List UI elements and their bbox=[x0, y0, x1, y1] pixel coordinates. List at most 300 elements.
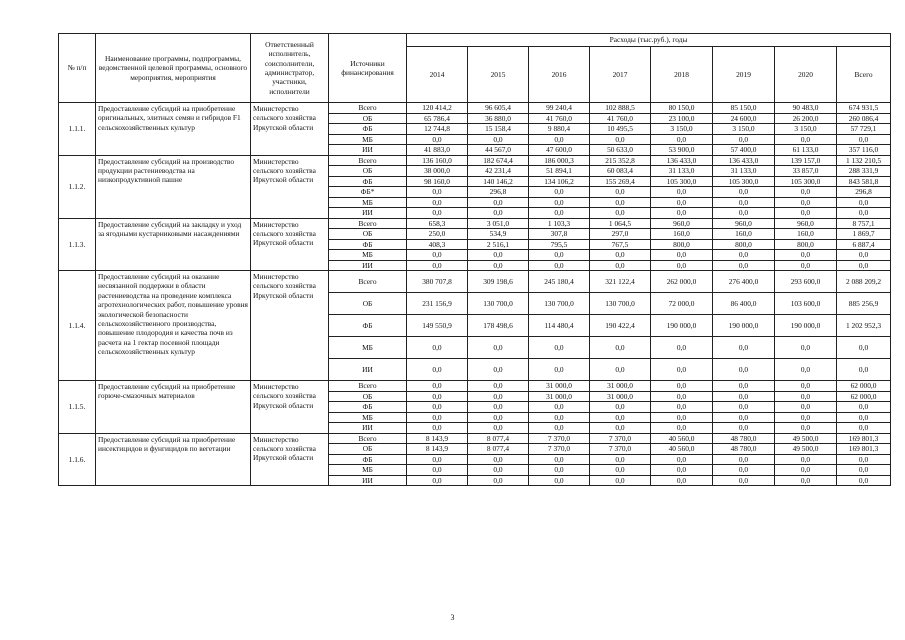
year-value: 0,0 bbox=[713, 391, 775, 402]
total-value: 6 887,4 bbox=[837, 239, 891, 250]
item-name: Предоставление субсидий на приобретение оригинальных, элитных семян и гибридов F1 сельскохозяйственных культур bbox=[96, 103, 251, 156]
item-name: Предоставление субсидий на приобретение горюче-смазочных материалов bbox=[96, 381, 251, 434]
year-value: 0,0 bbox=[651, 475, 713, 486]
year-value: 130 700,0 bbox=[468, 293, 529, 315]
year-value: 0,0 bbox=[529, 475, 590, 486]
year-value: 0,0 bbox=[590, 187, 651, 198]
year-value: 0,0 bbox=[775, 197, 837, 208]
year-value: 0,0 bbox=[468, 454, 529, 465]
year-value: 0,0 bbox=[713, 381, 775, 392]
item-number: 1.1.1. bbox=[59, 103, 96, 156]
year-value: 102 888,5 bbox=[590, 103, 651, 114]
total-value: 1 132 210,5 bbox=[837, 155, 891, 166]
year-value: 245 180,4 bbox=[529, 271, 590, 293]
year-value: 0,0 bbox=[468, 250, 529, 261]
year-value: 85 150,0 bbox=[713, 103, 775, 114]
total-value: 260 086,4 bbox=[837, 113, 891, 124]
year-value: 160,0 bbox=[651, 229, 713, 240]
year-value: 0,0 bbox=[529, 260, 590, 271]
year-value: 0,0 bbox=[590, 208, 651, 219]
year-value: 0,0 bbox=[407, 402, 468, 413]
funding-source: ФБ* bbox=[329, 187, 407, 198]
funding-source: ОБ bbox=[329, 293, 407, 315]
year-value: 0,0 bbox=[529, 250, 590, 261]
total-value: 357 116,0 bbox=[837, 145, 891, 156]
table-body bbox=[59, 103, 891, 486]
year-value: 0,0 bbox=[775, 465, 837, 476]
funding-source: МБ bbox=[329, 134, 407, 145]
year-value: 0,0 bbox=[651, 412, 713, 423]
year-value: 0,0 bbox=[590, 465, 651, 476]
total-value: 0,0 bbox=[837, 250, 891, 261]
year-value: 0,0 bbox=[713, 197, 775, 208]
year-value: 0,0 bbox=[775, 208, 837, 219]
header-total: Всего bbox=[837, 47, 891, 103]
funding-source: ИИ bbox=[329, 208, 407, 219]
funding-source: ОБ bbox=[329, 444, 407, 455]
year-value: 0,0 bbox=[590, 423, 651, 434]
year-value: 186 000,3 bbox=[529, 155, 590, 166]
header-num: № п/п bbox=[59, 34, 96, 103]
year-value: 0,0 bbox=[775, 412, 837, 423]
year-value: 0,0 bbox=[590, 454, 651, 465]
year-value: 7 370,0 bbox=[590, 444, 651, 455]
year-value: 24 600,0 bbox=[713, 113, 775, 124]
year-value: 0,0 bbox=[407, 187, 468, 198]
funding-source: Всего bbox=[329, 381, 407, 392]
total-value: 0,0 bbox=[837, 412, 891, 423]
year-value: 26 200,0 bbox=[775, 113, 837, 124]
year-value: 0,0 bbox=[529, 465, 590, 476]
header-year: 2018 bbox=[651, 47, 713, 103]
funding-source: Всего bbox=[329, 155, 407, 166]
total-value: 0,0 bbox=[837, 337, 891, 359]
year-value: 0,0 bbox=[468, 381, 529, 392]
year-value: 8 077,4 bbox=[468, 444, 529, 455]
year-value: 99 240,4 bbox=[529, 103, 590, 114]
year-value: 8 077,4 bbox=[468, 433, 529, 444]
year-value: 23 100,0 bbox=[651, 113, 713, 124]
year-value: 40 560,0 bbox=[651, 433, 713, 444]
year-value: 0,0 bbox=[713, 412, 775, 423]
year-value: 149 550,9 bbox=[407, 315, 468, 337]
year-value: 0,0 bbox=[775, 359, 837, 381]
year-value: 0,0 bbox=[651, 359, 713, 381]
year-value: 49 500,0 bbox=[775, 444, 837, 455]
year-value: 0,0 bbox=[468, 475, 529, 486]
year-value: 0,0 bbox=[468, 465, 529, 476]
total-value: 62 000,0 bbox=[837, 381, 891, 392]
year-value: 0,0 bbox=[713, 423, 775, 434]
total-value: 674 931,5 bbox=[837, 103, 891, 114]
total-value: 843 581,8 bbox=[837, 176, 891, 187]
item-number: 1.1.4. bbox=[59, 271, 96, 381]
item-executor: Министерство сельского хозяйства Иркутской области bbox=[251, 433, 329, 486]
year-value: 0,0 bbox=[468, 197, 529, 208]
year-value: 0,0 bbox=[468, 359, 529, 381]
year-value: 0,0 bbox=[651, 197, 713, 208]
year-value: 0,0 bbox=[590, 359, 651, 381]
year-value: 90 483,0 bbox=[775, 103, 837, 114]
item-executor: Министерство сельского хозяйства Иркутской области bbox=[251, 218, 329, 271]
item-number: 1.1.2. bbox=[59, 155, 96, 218]
year-value: 0,0 bbox=[651, 423, 713, 434]
year-value: 9 880,4 bbox=[529, 124, 590, 135]
year-value: 0,0 bbox=[529, 208, 590, 219]
item-name: Предоставление субсидий на производство продукции растениеводства на низкопродуктивной пашне bbox=[96, 155, 251, 218]
year-value: 140 146,2 bbox=[468, 176, 529, 187]
table-row bbox=[59, 155, 891, 166]
funding-source: ИИ bbox=[329, 423, 407, 434]
year-value: 767,5 bbox=[590, 239, 651, 250]
funding-source: МБ bbox=[329, 465, 407, 476]
funding-source: Всего bbox=[329, 271, 407, 293]
year-value: 960,0 bbox=[775, 218, 837, 229]
year-value: 0,0 bbox=[651, 208, 713, 219]
year-value: 658,3 bbox=[407, 218, 468, 229]
funding-source: Всего bbox=[329, 103, 407, 114]
year-value: 800,0 bbox=[775, 239, 837, 250]
year-value: 0,0 bbox=[529, 197, 590, 208]
year-value: 61 133,0 bbox=[775, 145, 837, 156]
funding-source: МБ bbox=[329, 412, 407, 423]
year-value: 57 400,0 bbox=[713, 145, 775, 156]
year-value: 8 143,9 bbox=[407, 444, 468, 455]
year-value: 0,0 bbox=[713, 187, 775, 198]
year-value: 15 158,4 bbox=[468, 124, 529, 135]
year-value: 3 150,0 bbox=[713, 124, 775, 135]
year-value: 50 633,0 bbox=[590, 145, 651, 156]
funding-source: ИИ bbox=[329, 145, 407, 156]
year-value: 0,0 bbox=[590, 260, 651, 271]
header-year: 2020 bbox=[775, 47, 837, 103]
year-value: 0,0 bbox=[407, 423, 468, 434]
year-value: 0,0 bbox=[468, 402, 529, 413]
year-value: 47 600,0 bbox=[529, 145, 590, 156]
year-value: 33 857,0 bbox=[775, 166, 837, 177]
year-value: 136 433,0 bbox=[651, 155, 713, 166]
year-value: 800,0 bbox=[651, 239, 713, 250]
year-value: 0,0 bbox=[775, 337, 837, 359]
year-value: 262 000,0 bbox=[651, 271, 713, 293]
year-value: 0,0 bbox=[407, 337, 468, 359]
year-value: 0,0 bbox=[713, 260, 775, 271]
year-value: 0,0 bbox=[529, 337, 590, 359]
year-value: 36 880,0 bbox=[468, 113, 529, 124]
funding-source: ФБ bbox=[329, 315, 407, 337]
total-value: 0,0 bbox=[837, 475, 891, 486]
year-value: 0,0 bbox=[775, 260, 837, 271]
year-value: 0,0 bbox=[651, 391, 713, 402]
year-value: 160,0 bbox=[713, 229, 775, 240]
total-value: 62 000,0 bbox=[837, 391, 891, 402]
header-year: 2014 bbox=[407, 47, 468, 103]
header-year: 2015 bbox=[468, 47, 529, 103]
year-value: 105 300,0 bbox=[713, 176, 775, 187]
item-executor: Министерство сельского хозяйства Иркутской области bbox=[251, 381, 329, 434]
year-value: 42 231,4 bbox=[468, 166, 529, 177]
year-value: 31 000,0 bbox=[590, 381, 651, 392]
year-value: 60 083,4 bbox=[590, 166, 651, 177]
year-value: 0,0 bbox=[713, 250, 775, 261]
table-row bbox=[59, 271, 891, 293]
total-value: 2 088 209,2 bbox=[837, 271, 891, 293]
year-value: 190 000,0 bbox=[651, 315, 713, 337]
total-value: 288 331,9 bbox=[837, 166, 891, 177]
year-value: 0,0 bbox=[468, 391, 529, 402]
year-value: 2 516,1 bbox=[468, 239, 529, 250]
year-value: 0,0 bbox=[775, 454, 837, 465]
table-row bbox=[59, 218, 891, 229]
year-value: 0,0 bbox=[407, 454, 468, 465]
total-value: 8 757,1 bbox=[837, 218, 891, 229]
year-value: 139 157,0 bbox=[775, 155, 837, 166]
funding-source: ОБ bbox=[329, 391, 407, 402]
year-value: 795,5 bbox=[529, 239, 590, 250]
year-value: 134 106,2 bbox=[529, 176, 590, 187]
year-value: 130 700,0 bbox=[529, 293, 590, 315]
year-value: 0,0 bbox=[713, 402, 775, 413]
year-value: 41 760,0 bbox=[590, 113, 651, 124]
year-value: 0,0 bbox=[529, 454, 590, 465]
year-value: 0,0 bbox=[713, 465, 775, 476]
item-name: Предоставление субсидий на закладку и уход за ягодными кустарниковыми насаждениями bbox=[96, 218, 251, 271]
year-value: 0,0 bbox=[590, 412, 651, 423]
year-value: 10 495,5 bbox=[590, 124, 651, 135]
year-value: 31 133,0 bbox=[651, 166, 713, 177]
year-value: 0,0 bbox=[407, 359, 468, 381]
year-value: 0,0 bbox=[407, 250, 468, 261]
year-value: 276 400,0 bbox=[713, 271, 775, 293]
year-value: 3 150,0 bbox=[651, 124, 713, 135]
year-value: 12 744,8 bbox=[407, 124, 468, 135]
year-value: 31 133,0 bbox=[713, 166, 775, 177]
year-value: 296,8 bbox=[468, 187, 529, 198]
year-value: 0,0 bbox=[651, 260, 713, 271]
funding-source: ОБ bbox=[329, 229, 407, 240]
year-value: 103 600,0 bbox=[775, 293, 837, 315]
year-value: 215 352,8 bbox=[590, 155, 651, 166]
year-value: 0,0 bbox=[407, 381, 468, 392]
year-value: 0,0 bbox=[407, 391, 468, 402]
total-value: 57 729,1 bbox=[837, 124, 891, 135]
year-value: 0,0 bbox=[775, 391, 837, 402]
total-value: 0,0 bbox=[837, 197, 891, 208]
year-value: 408,3 bbox=[407, 239, 468, 250]
budget-table bbox=[58, 33, 891, 486]
budget-table-container bbox=[58, 33, 890, 486]
year-value: 0,0 bbox=[775, 381, 837, 392]
item-name: Предоставление субсидий на приобретение инсектицидов и фунгицидов по вегетации bbox=[96, 433, 251, 486]
funding-source: МБ bbox=[329, 337, 407, 359]
year-value: 44 567,0 bbox=[468, 145, 529, 156]
year-value: 80 150,0 bbox=[651, 103, 713, 114]
year-value: 0,0 bbox=[468, 134, 529, 145]
year-value: 0,0 bbox=[775, 250, 837, 261]
year-value: 0,0 bbox=[713, 134, 775, 145]
year-value: 0,0 bbox=[713, 454, 775, 465]
year-value: 960,0 bbox=[651, 218, 713, 229]
item-executor: Министерство сельского хозяйства Иркутской области bbox=[251, 271, 329, 381]
year-value: 0,0 bbox=[468, 423, 529, 434]
year-value: 130 700,0 bbox=[590, 293, 651, 315]
total-value: 885 256,9 bbox=[837, 293, 891, 315]
funding-source: ОБ bbox=[329, 113, 407, 124]
year-value: 38 000,0 bbox=[407, 166, 468, 177]
year-value: 7 370,0 bbox=[529, 444, 590, 455]
year-value: 0,0 bbox=[529, 423, 590, 434]
year-value: 0,0 bbox=[651, 402, 713, 413]
year-value: 0,0 bbox=[468, 208, 529, 219]
year-value: 0,0 bbox=[775, 475, 837, 486]
funding-source: ИИ bbox=[329, 359, 407, 381]
funding-source: ИИ bbox=[329, 475, 407, 486]
total-value: 1 869,7 bbox=[837, 229, 891, 240]
total-value: 0,0 bbox=[837, 134, 891, 145]
year-value: 0,0 bbox=[775, 134, 837, 145]
year-value: 250,0 bbox=[407, 229, 468, 240]
year-value: 3 150,0 bbox=[775, 124, 837, 135]
year-value: 41 883,0 bbox=[407, 145, 468, 156]
header-expenses: Расходы (тыс.руб.), годы bbox=[407, 34, 891, 47]
header-year: 2019 bbox=[713, 47, 775, 103]
year-value: 51 894,1 bbox=[529, 166, 590, 177]
year-value: 534,9 bbox=[468, 229, 529, 240]
year-value: 0,0 bbox=[590, 250, 651, 261]
year-value: 0,0 bbox=[407, 475, 468, 486]
year-value: 0,0 bbox=[713, 359, 775, 381]
year-value: 0,0 bbox=[651, 465, 713, 476]
year-value: 41 760,0 bbox=[529, 113, 590, 124]
funding-source: Всего bbox=[329, 433, 407, 444]
funding-source: МБ bbox=[329, 197, 407, 208]
year-value: 0,0 bbox=[775, 187, 837, 198]
year-value: 190 000,0 bbox=[713, 315, 775, 337]
funding-source: ИИ bbox=[329, 260, 407, 271]
funding-source: Всего bbox=[329, 218, 407, 229]
item-number: 1.1.5. bbox=[59, 381, 96, 434]
header-program-name: Наименование программы, подпрограммы, ведомственной целевой программы, основного мероприятия, мероприятия bbox=[96, 34, 251, 103]
year-value: 65 786,4 bbox=[407, 113, 468, 124]
year-value: 0,0 bbox=[407, 208, 468, 219]
table-row bbox=[59, 381, 891, 392]
year-value: 0,0 bbox=[651, 250, 713, 261]
year-value: 0,0 bbox=[529, 412, 590, 423]
header-executor: Ответственный исполнитель, соисполнители, администратор, участники, исполнители bbox=[251, 34, 329, 103]
item-executor: Министерство сельского хозяйства Иркутской области bbox=[251, 103, 329, 156]
year-value: 155 269,4 bbox=[590, 176, 651, 187]
year-value: 48 780,0 bbox=[713, 433, 775, 444]
year-value: 309 198,6 bbox=[468, 271, 529, 293]
year-value: 0,0 bbox=[713, 475, 775, 486]
year-value: 0,0 bbox=[651, 454, 713, 465]
header-year: 2016 bbox=[529, 47, 590, 103]
total-value: 0,0 bbox=[837, 208, 891, 219]
year-value: 182 674,4 bbox=[468, 155, 529, 166]
total-value: 0,0 bbox=[837, 454, 891, 465]
total-value: 0,0 bbox=[837, 423, 891, 434]
header-year: 2017 bbox=[590, 47, 651, 103]
year-value: 1 103,3 bbox=[529, 218, 590, 229]
year-value: 98 160,0 bbox=[407, 176, 468, 187]
year-value: 0,0 bbox=[407, 465, 468, 476]
year-value: 0,0 bbox=[590, 475, 651, 486]
total-value: 169 801,3 bbox=[837, 444, 891, 455]
year-value: 53 900,0 bbox=[651, 145, 713, 156]
year-value: 114 480,4 bbox=[529, 315, 590, 337]
page-number: 3 bbox=[450, 613, 455, 622]
year-value: 0,0 bbox=[468, 337, 529, 359]
funding-source: ФБ bbox=[329, 176, 407, 187]
total-value: 0,0 bbox=[837, 260, 891, 271]
funding-source: ФБ bbox=[329, 454, 407, 465]
funding-source: ФБ bbox=[329, 124, 407, 135]
year-value: 0,0 bbox=[529, 359, 590, 381]
header-sources: Источники финансирования bbox=[329, 34, 407, 103]
year-value: 231 156,9 bbox=[407, 293, 468, 315]
total-value: 296,8 bbox=[837, 187, 891, 198]
year-value: 0,0 bbox=[775, 402, 837, 413]
year-value: 0,0 bbox=[529, 134, 590, 145]
funding-source: ОБ bbox=[329, 166, 407, 177]
year-value: 307,8 bbox=[529, 229, 590, 240]
year-value: 0,0 bbox=[590, 134, 651, 145]
year-value: 960,0 bbox=[713, 218, 775, 229]
year-value: 7 370,0 bbox=[590, 433, 651, 444]
year-value: 48 780,0 bbox=[713, 444, 775, 455]
year-value: 49 500,0 bbox=[775, 433, 837, 444]
year-value: 0,0 bbox=[651, 381, 713, 392]
year-value: 8 143,9 bbox=[407, 433, 468, 444]
item-number: 1.1.6. bbox=[59, 433, 96, 486]
funding-source: ФБ bbox=[329, 402, 407, 413]
year-value: 72 000,0 bbox=[651, 293, 713, 315]
year-value: 0,0 bbox=[529, 187, 590, 198]
year-value: 0,0 bbox=[713, 208, 775, 219]
year-value: 0,0 bbox=[529, 402, 590, 413]
year-value: 31 000,0 bbox=[590, 391, 651, 402]
year-value: 120 414,2 bbox=[407, 103, 468, 114]
year-value: 0,0 bbox=[468, 412, 529, 423]
year-value: 7 370,0 bbox=[529, 433, 590, 444]
year-value: 0,0 bbox=[590, 337, 651, 359]
year-value: 0,0 bbox=[590, 197, 651, 208]
year-value: 0,0 bbox=[651, 187, 713, 198]
year-value: 0,0 bbox=[407, 412, 468, 423]
funding-source: МБ bbox=[329, 250, 407, 261]
year-value: 0,0 bbox=[468, 260, 529, 271]
year-value: 160,0 bbox=[775, 229, 837, 240]
year-value: 3 051,0 bbox=[468, 218, 529, 229]
total-value: 169 801,3 bbox=[837, 433, 891, 444]
table-row bbox=[59, 433, 891, 444]
year-value: 293 600,0 bbox=[775, 271, 837, 293]
year-value: 0,0 bbox=[407, 134, 468, 145]
year-value: 136 433,0 bbox=[713, 155, 775, 166]
year-value: 105 300,0 bbox=[651, 176, 713, 187]
year-value: 40 560,0 bbox=[651, 444, 713, 455]
year-value: 96 605,4 bbox=[468, 103, 529, 114]
year-value: 1 064,5 bbox=[590, 218, 651, 229]
year-value: 0,0 bbox=[407, 260, 468, 271]
total-value: 0,0 bbox=[837, 359, 891, 381]
year-value: 0,0 bbox=[651, 134, 713, 145]
item-name: Предоставление субсидий на оказание несвязанной поддержки в области растениеводства на проведение комплекса агротехнологических работ, повышение уровня экологической безопасности сельскохозяйственного производства, повышение плодородия и качества почв из расчета на 1 гектар посевной площади сельскохозяйственных культур bbox=[96, 271, 251, 381]
year-value: 321 122,4 bbox=[590, 271, 651, 293]
year-value: 0,0 bbox=[775, 423, 837, 434]
item-number: 1.1.3. bbox=[59, 218, 96, 271]
year-value: 86 400,0 bbox=[713, 293, 775, 315]
